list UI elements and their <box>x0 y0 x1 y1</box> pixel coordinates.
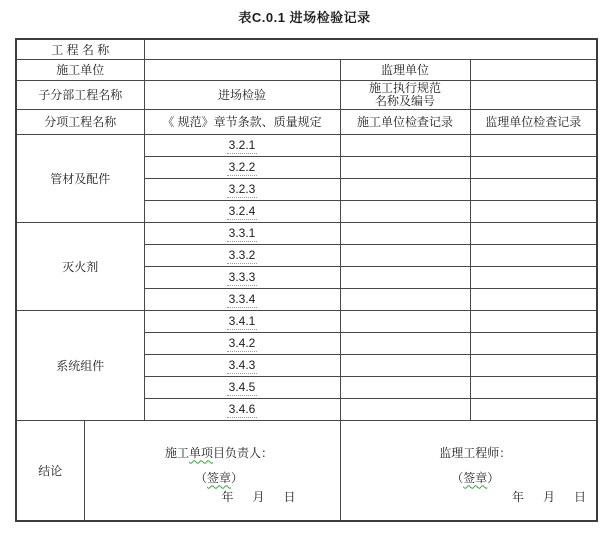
supervision-record-cell <box>470 332 597 354</box>
supervision-record-cell <box>470 244 597 266</box>
construction-record-cell <box>340 134 470 156</box>
date-line <box>355 488 597 505</box>
construction-record-cell <box>340 376 470 398</box>
clause-number: 3.4.1 <box>228 314 256 328</box>
clause-number: 3.2.3 <box>228 182 256 196</box>
header-supervision-record: 监理单位检查记录 <box>470 109 597 134</box>
supervision-record-cell <box>470 266 597 288</box>
clause-cell <box>144 244 340 266</box>
clause-cell <box>144 178 340 200</box>
supervision-record-cell <box>470 288 597 310</box>
project-name-label: 工 程 名 称 <box>16 39 144 59</box>
grammar-squiggle: 单项 <box>189 445 214 460</box>
table-header-row <box>16 109 597 134</box>
clause-number: 3.4.6 <box>228 402 256 416</box>
supervision-signer-line: 监理工程师： <box>439 445 512 460</box>
section-label-system-components: 系统组件 <box>16 310 144 420</box>
header-spec-clause: 《 规范》章节条款、质量规定 <box>144 109 340 134</box>
date-line <box>99 488 340 505</box>
section-label-extinguishing-agent: 灭火剂 <box>16 222 144 310</box>
clause-cell <box>144 288 340 310</box>
clause-cell <box>144 222 340 244</box>
supervision-record-cell <box>470 156 597 178</box>
month-label: 月 <box>542 489 555 504</box>
construction-signature-cell <box>84 420 340 521</box>
table-row <box>16 80 597 109</box>
spec-exec-label-line1: 施工执行规范 <box>369 80 442 95</box>
construction-record-cell <box>340 200 470 222</box>
clause-cell <box>144 200 340 222</box>
year-label: 年 <box>221 489 234 504</box>
spec-exec-value-cell <box>470 80 597 109</box>
clause-cell <box>144 354 340 376</box>
day-label: 日 <box>283 489 296 504</box>
clause-number: 3.3.2 <box>228 248 256 262</box>
supervision-record-cell <box>470 134 597 156</box>
clause-number: 3.4.5 <box>228 380 256 394</box>
construction-signer-line: 施工单项目负责人： <box>164 445 274 460</box>
spec-exec-label-line2: 名称及编号 <box>375 93 436 108</box>
header-construction-record: 施工单位检查记录 <box>340 109 470 134</box>
supervision-signature-cell <box>340 420 597 521</box>
spec-exec-label <box>340 80 470 109</box>
supervision-record-cell <box>470 200 597 222</box>
sub-division-value: 进场检验 <box>144 80 340 109</box>
supervision-unit-value-cell <box>470 59 597 80</box>
supervision-record-cell <box>470 178 597 200</box>
table-row <box>16 310 597 332</box>
table-row <box>16 59 597 80</box>
clause-number: 3.2.2 <box>228 160 256 174</box>
clause-number: 3.3.1 <box>228 226 256 240</box>
clause-number: 3.4.3 <box>228 358 256 372</box>
supervision-record-cell <box>470 354 597 376</box>
section-label-pipes-fittings: 管材及配件 <box>16 134 144 222</box>
supervision-record-cell <box>470 310 597 332</box>
seal-line: （签章） <box>194 470 244 485</box>
clause-number: 3.3.3 <box>228 270 256 284</box>
conclusion-label: 结论 <box>16 420 84 521</box>
construction-record-cell <box>340 332 470 354</box>
seal-line: （签章） <box>451 470 500 485</box>
year-label: 年 <box>511 489 524 504</box>
construction-record-cell <box>340 398 470 420</box>
clause-cell <box>144 266 340 288</box>
supervision-unit-label: 监理单位 <box>340 59 470 80</box>
construction-record-cell <box>340 266 470 288</box>
month-label: 月 <box>252 489 265 504</box>
table-row <box>16 222 597 244</box>
construction-record-cell <box>340 178 470 200</box>
page-title: 表C.0.1 进场检验记录 <box>238 10 371 25</box>
clause-number: 3.4.2 <box>228 336 256 350</box>
clause-number: 3.2.4 <box>228 204 256 218</box>
supervision-record-cell <box>470 222 597 244</box>
clause-cell <box>144 310 340 332</box>
clause-cell <box>144 398 340 420</box>
construction-unit-value-cell <box>144 59 340 80</box>
grammar-squiggle: 签章 <box>463 470 488 485</box>
clause-number: 3.2.1 <box>228 138 256 152</box>
construction-unit-label: 施工单位 <box>16 59 144 80</box>
clause-cell <box>144 134 340 156</box>
project-name-value-cell <box>144 39 597 59</box>
construction-record-cell <box>340 354 470 376</box>
clause-cell <box>144 332 340 354</box>
construction-record-cell <box>340 244 470 266</box>
header-item-name: 分项工程名称 <box>16 109 144 134</box>
conclusion-row <box>16 420 597 521</box>
construction-record-cell <box>340 288 470 310</box>
day-label: 日 <box>574 489 587 504</box>
construction-record-cell <box>340 310 470 332</box>
supervision-record-cell <box>470 398 597 420</box>
construction-record-cell <box>340 156 470 178</box>
clause-number: 3.3.4 <box>228 292 256 306</box>
clause-cell <box>144 376 340 398</box>
table-row <box>16 39 597 59</box>
inspection-record-table <box>15 38 598 522</box>
sub-division-label: 子分部工程名称 <box>16 80 144 109</box>
supervision-record-cell <box>470 376 597 398</box>
construction-record-cell <box>340 222 470 244</box>
table-row <box>16 134 597 156</box>
grammar-squiggle: 签章 <box>207 470 232 485</box>
clause-cell <box>144 156 340 178</box>
